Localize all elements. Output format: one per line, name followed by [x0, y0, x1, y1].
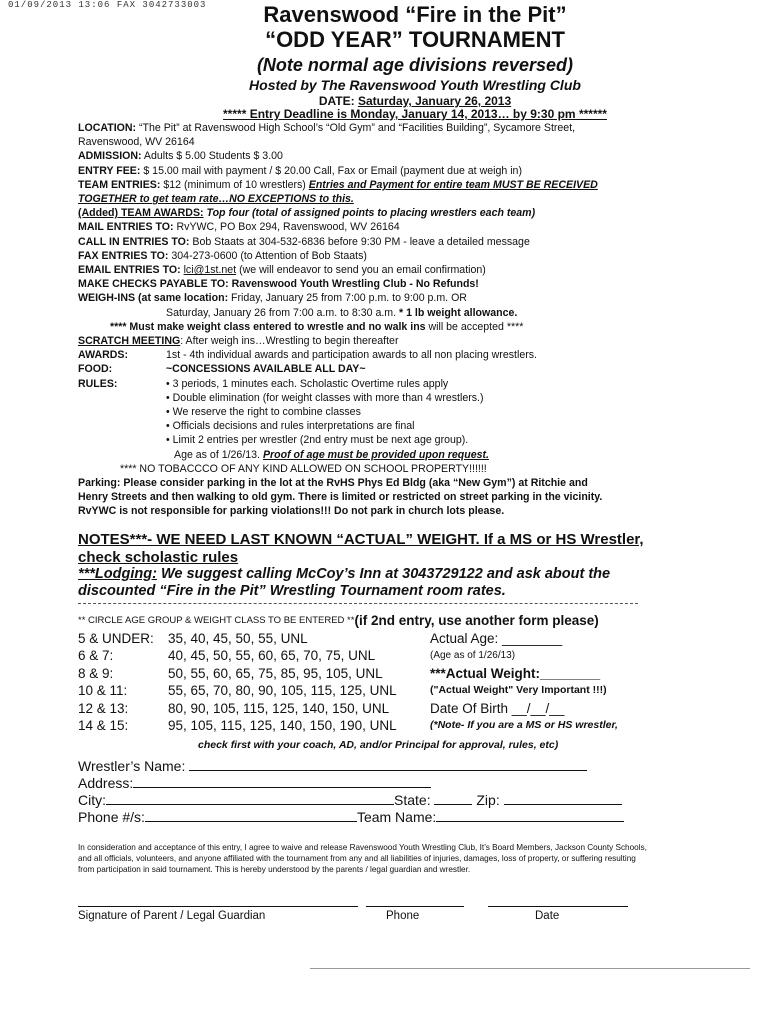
proof-of-age: Proof of age must be provided upon request. [262, 448, 489, 461]
lodging-label: ***Lodging: [78, 566, 157, 582]
phone-field[interactable] [145, 809, 357, 822]
team-field[interactable] [436, 809, 624, 822]
must-make-text: **** Must make weight class entered to wrestle and no walk ins [110, 320, 426, 333]
row-right: ("Actual Weight" Very Important !!!) [430, 684, 607, 696]
awards-label: AWARDS: [78, 349, 129, 362]
call-entries [78, 235, 618, 249]
weight-row[interactable] [78, 647, 678, 665]
name-label: Wrestler’s Name: [78, 758, 186, 774]
team-entries-emph: Entries and Payment for entire team MUST BE RECEIVED TOGETHER to get team rate…NO EXCEPTIONS to this. [78, 178, 598, 206]
state-field[interactable] [434, 792, 472, 805]
phone-label: Phone #/s: [78, 809, 145, 825]
date-line[interactable] [488, 906, 628, 907]
signature-line[interactable] [78, 906, 358, 907]
mail-entries [78, 220, 618, 234]
team-entries [78, 178, 618, 206]
weighins-text: Friday, January 25 from 7:00 p.m. to 9:00 p.m. OR [228, 292, 467, 305]
city-label: City: [78, 792, 106, 808]
team-label: Team Name: [356, 809, 437, 825]
name-field[interactable] [189, 758, 587, 771]
registration-form [78, 758, 648, 826]
rules-label: RULES: [78, 377, 118, 390]
lodging-text: We suggest calling McCoy’s Inn at 3043729122 and ask about the discounted “Fire in the Pit” Wrestling Tournament room rates. [78, 566, 611, 599]
must-make-tail: will be accepted **** [425, 320, 524, 333]
date-label: DATE: [318, 94, 358, 108]
age-note: (Note normal age divisions reversed) [256, 55, 574, 75]
entry-fee [78, 164, 618, 178]
team-entries-text: $12 (minimum of 10 wrestlers) [160, 178, 309, 191]
hosted-by: Hosted by The Ravenswood Youth Wrestling Club [249, 77, 581, 93]
phone-row [78, 809, 648, 826]
rules-list [166, 377, 489, 462]
waiver-text: In consideration and acceptance of this entry, I agree to waive and release Ravenswood Youth Wrestling Club, It’s Board Members, Jackson County Schools, and all officials, volunteers, and anyone affiliated with the tournament from any and all liabilities of injuries, damages, loss of property, or suffering resulting from participation in said tournament. This is hereby understood by the parents / legal guardian and wrestler. [78, 843, 647, 874]
weighins-label: WEIGH-INS (at same location: [78, 292, 229, 305]
checks-label: MAKE CHECKS PAYABLE TO: [78, 278, 229, 291]
weight-row[interactable] [78, 717, 678, 735]
weight-header [78, 612, 678, 630]
awards-text: 1st - 4th individual awards and participation awards to all non placing wrestlers. [166, 349, 537, 362]
email-label: EMAIL ENTRIES TO: [78, 264, 181, 277]
fax-text: 304-273-0600 (to Attention of Bob Staats) [168, 249, 367, 262]
scratch-meeting [78, 334, 618, 348]
title-line-1: Ravenswood “Fire in the Pit” [263, 2, 567, 27]
call-label: CALL IN ENTRIES TO: [78, 235, 190, 248]
location-text: “The Pit” at Ravenswood High School’s “Old Gym” and “Facilities Building”, Sycamore Street, Ravenswood, WV 26164 [78, 122, 576, 149]
no-tobacco: **** NO TOBACCCO OF ANY KIND ALLOWED ON SCHOOL PROPERTY!!!!!! [120, 462, 487, 475]
notes-actual-weight: NOTES***- WE NEED LAST KNOWN “ACTUAL” WEIGHT. If a MS or HS Wrestler, check scholastic rules [78, 531, 644, 566]
event-date [0, 94, 770, 108]
row-right: (Age as of 1/26/13) [430, 650, 516, 661]
weigh-ins-2 [78, 306, 618, 320]
age-group: 12 & 13: [78, 700, 129, 716]
scratch-label: SCRATCH MEETING [78, 335, 181, 348]
rule-item: • 3 periods, 1 minutes each. Scholastic Overtime rules apply [166, 377, 449, 390]
lodging [78, 566, 638, 600]
age-group: 6 & 7: [78, 648, 114, 663]
weights: 80, 90, 105, 115, 125, 140, 150, UNL [168, 700, 390, 716]
must-make-weight [78, 320, 618, 334]
weight-header-small: ** CIRCLE AGE GROUP & WEIGHT CLASS TO BE ENTERED ** [78, 615, 355, 626]
city-field[interactable] [106, 792, 394, 805]
date-sig-label: Date [535, 910, 560, 922]
weights: 55, 65, 70, 80, 90, 105, 115, 125, UNL [168, 683, 397, 698]
call-text: Bob Staats at 304-532-6836 before 9:30 PM - leave a detailed message [189, 235, 530, 248]
mail-label: MAIL ENTRIES TO: [78, 221, 174, 234]
state-label: State: [394, 792, 431, 808]
team-awards-label: (Added) TEAM AWARDS: [78, 207, 204, 220]
weight-note-cont [78, 735, 678, 755]
parking: Parking: Please consider parking in the lot at the RvHS Phys Ed Bldg (aka “New Gym”) at Ritchie and Henry Streets and then walking to old gym. There is limited or restricted on street parking in the vicinity. RvYWC is not responsible for parking violations!!! Do not park in church lots please. [78, 477, 603, 518]
row-right: Actual Age: ________ [430, 630, 563, 646]
weigh-ins [78, 291, 618, 305]
phone-line[interactable] [366, 906, 464, 907]
row-right: ***Actual Weight:________ [430, 665, 601, 681]
admission-text: Adults $ 5.00 Students $ 3.00 [141, 150, 283, 163]
name-row [78, 758, 648, 775]
entry-deadline: ***** Entry Deadline is Monday, January 14, 2013… by 9:30 pm ****** [223, 107, 607, 121]
mail-text: RvYWC, PO Box 294, Ravenswood, WV 26164 [173, 221, 400, 234]
entry-fee-text: $ 15.00 mail with payment / $ 20.00 Call, Fax or Email (payment due at weigh in) [140, 164, 522, 177]
weights: 95, 105, 115, 125, 140, 150, 190, UNL [168, 718, 397, 733]
location [78, 121, 618, 149]
admission-label: ADMISSION: [78, 150, 142, 163]
checks-payable [78, 277, 618, 291]
title-line-2: “ODD YEAR” TOURNAMENT [265, 27, 565, 52]
fax-header: 01/09/2013 13:06 FAX 3042733003 [8, 0, 207, 10]
phone-sig-label: Phone [386, 910, 420, 922]
weight-note-text: check first with your coach, AD, and/or Principal for approval, rules, etc) [198, 738, 559, 751]
zip-label: Zip: [476, 792, 500, 808]
scratch-text: : After weigh ins…Wrestling to begin thereafter [180, 335, 399, 348]
address-label: Address: [78, 775, 134, 791]
zip-field[interactable] [504, 792, 622, 805]
divider [78, 603, 638, 604]
page-edge-line [310, 968, 750, 969]
rule-item: • Double elimination (for weight classes with more than 4 wrestlers.) [166, 391, 484, 404]
age-proof [166, 448, 489, 462]
signature-label: Signature of Parent / Legal Guardian [78, 910, 266, 922]
weights: 50, 55, 60, 65, 75, 85, 95, 105, UNL [168, 665, 383, 681]
team-awards-text: Top four (total of assigned points to placing wrestlers each team) [203, 207, 536, 220]
team-awards [78, 206, 618, 220]
fax-label: FAX ENTRIES TO: [78, 249, 169, 262]
weight-row[interactable] [78, 700, 678, 718]
age-group: 8 & 9: [78, 665, 114, 681]
address-row [78, 775, 648, 792]
food [78, 362, 618, 376]
weight-header-big: (if 2nd entry, use another form please) [354, 613, 599, 628]
awards [78, 348, 618, 362]
row-right: (*Note- If you are a MS or HS wrestler, [430, 719, 618, 731]
address-field[interactable] [133, 775, 431, 788]
weights: 40, 45, 50, 55, 60, 65, 70, 75, UNL [168, 648, 376, 663]
weight-row[interactable] [78, 665, 678, 683]
age-group: 10 & 11: [78, 683, 128, 698]
weight-row[interactable] [78, 682, 678, 700]
location-label: LOCATION: [78, 122, 137, 134]
age-as-of: Age as of 1/26/13. [174, 448, 263, 461]
weighins-text2: Saturday, January 26 from 7:00 a.m. to 8:30 a.m. [166, 306, 399, 319]
checks-text: Ravenswood Youth Wrestling Club - No Refunds! [228, 278, 479, 291]
food-text: ~CONCESSIONS AVAILABLE ALL DAY~ [166, 363, 366, 376]
entry-fee-label: ENTRY FEE: [78, 164, 141, 177]
rules [78, 377, 618, 462]
weighins-allowance: * 1 lb weight allowance. [399, 306, 518, 319]
rule-item: • Limit 2 entries per wrestler (2nd entry must be next age group). [166, 434, 469, 447]
weight-row[interactable] [78, 630, 678, 648]
email-link[interactable]: lci@1st.net [183, 264, 237, 277]
rule-item: • We reserve the right to combine classes [166, 406, 361, 419]
food-label: FOOD: [78, 363, 113, 376]
event-info [78, 121, 618, 519]
weight-classes [78, 612, 678, 754]
date-value: Saturday, January 26, 2013 [357, 94, 512, 108]
age-group: 14 & 15: [78, 718, 129, 733]
rule-item: • Officials decisions and rules interpretations are final [166, 420, 415, 433]
city-row [78, 792, 648, 809]
age-group: 5 & UNDER: [78, 630, 154, 646]
fax-entries [78, 249, 618, 263]
row-right: Date Of Birth __/__/__ [430, 700, 565, 716]
email-entries [78, 263, 618, 277]
email-text: (we will endeavor to send you an email confirmation) [236, 264, 486, 277]
admission [78, 149, 618, 163]
weights: 35, 40, 45, 50, 55, UNL [168, 630, 308, 646]
team-entries-label: TEAM ENTRIES: [78, 178, 161, 191]
